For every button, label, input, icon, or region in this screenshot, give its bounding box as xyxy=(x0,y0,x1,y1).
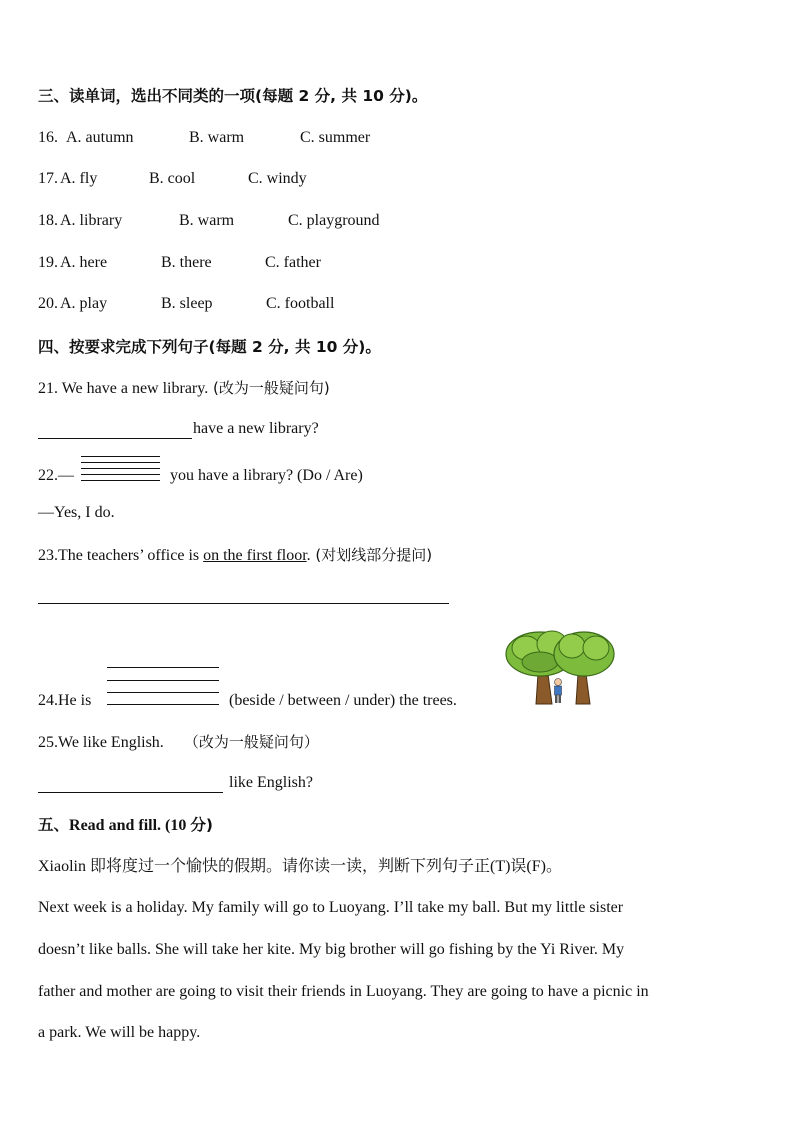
question-24-label: 24.He is xyxy=(38,692,92,709)
passage-line: father and mother are going to visit their friends in Luoyang. They are going to have a picnic in xyxy=(38,983,649,1000)
reading-intro: Xiaolin 即将度过一个愉快的假期。请你读一读，判断下列句子正(T)误(F)。 xyxy=(38,858,562,875)
section-5-heading: 五、Read and fill. (10 分) xyxy=(38,816,213,834)
question-number: 18. xyxy=(38,212,58,229)
answer-suffix: have a new library? xyxy=(193,420,319,437)
option-a: A. library xyxy=(60,212,123,229)
passage-line: doesn’t like balls. She will take her kite. My big brother will go fishing by the Yi River. My xyxy=(38,941,625,958)
question-24-text: (beside / between / under) the trees. xyxy=(229,692,457,709)
question-21 xyxy=(38,378,330,399)
option-b: B. warm xyxy=(189,129,245,146)
option-a: A. play xyxy=(60,295,108,312)
answer-suffix: like English? xyxy=(229,774,313,791)
option-b: B. cool xyxy=(149,170,196,187)
question-22-reply: —Yes, I do. xyxy=(38,504,115,521)
instruction: (对划线部分提问) xyxy=(310,546,433,564)
passage-line: Next week is a holiday. My family will go to Luoyang. I’ll take my ball. But my little sister xyxy=(38,899,624,916)
option-c: C. father xyxy=(265,254,321,271)
instruction: （改为一般疑问句） xyxy=(183,733,319,751)
question-23: 23.The teachers’ office is on the first floor. (对划线部分提问) xyxy=(38,546,433,564)
answer-blank-23[interactable] xyxy=(38,603,449,604)
question-number: 23. xyxy=(38,547,58,564)
question-22-text: you have a library? (Do / Are) xyxy=(170,467,363,484)
section-3-heading: 三、读单词，选出不同类的一项(每题 2 分, 共 10 分)。 xyxy=(38,87,428,105)
option-b: B. sleep xyxy=(161,295,213,312)
trees-illustration xyxy=(500,626,616,706)
question-text: We have a new library. xyxy=(58,380,209,397)
tree-right xyxy=(554,632,614,704)
option-c: C. playground xyxy=(288,212,380,229)
question-22-number: 22.— xyxy=(38,467,74,484)
option-a: A. here xyxy=(60,254,108,271)
underlined-phrase: on the first floor xyxy=(203,547,307,564)
question-number: 25. xyxy=(38,734,58,751)
question-25: 25.We like English. （改为一般疑问句） xyxy=(38,733,319,751)
answer-blank-21[interactable] xyxy=(38,438,192,439)
question-number: 16. xyxy=(38,129,58,146)
passage-line: a park. We will be happy. xyxy=(38,1024,201,1041)
option-c: C. windy xyxy=(248,170,307,187)
section-4-heading: 四、按要求完成下列句子(每题 2 分, 共 10 分)。 xyxy=(38,338,381,356)
option-c: C. summer xyxy=(300,129,371,146)
boy-figure xyxy=(555,679,562,704)
question-number: 17. xyxy=(38,170,58,187)
question-number: 19. xyxy=(38,254,58,271)
option-b: B. warm xyxy=(179,212,235,229)
answer-blank-25[interactable] xyxy=(38,792,223,793)
question-number: 20. xyxy=(38,295,58,312)
option-a: A. fly xyxy=(60,170,98,187)
option-a: A. autumn xyxy=(66,129,134,146)
question-number: 21. xyxy=(38,380,58,397)
option-b: B. there xyxy=(161,254,212,271)
option-c: C. football xyxy=(266,295,335,312)
instruction: (改为一般疑问句) xyxy=(208,379,330,397)
